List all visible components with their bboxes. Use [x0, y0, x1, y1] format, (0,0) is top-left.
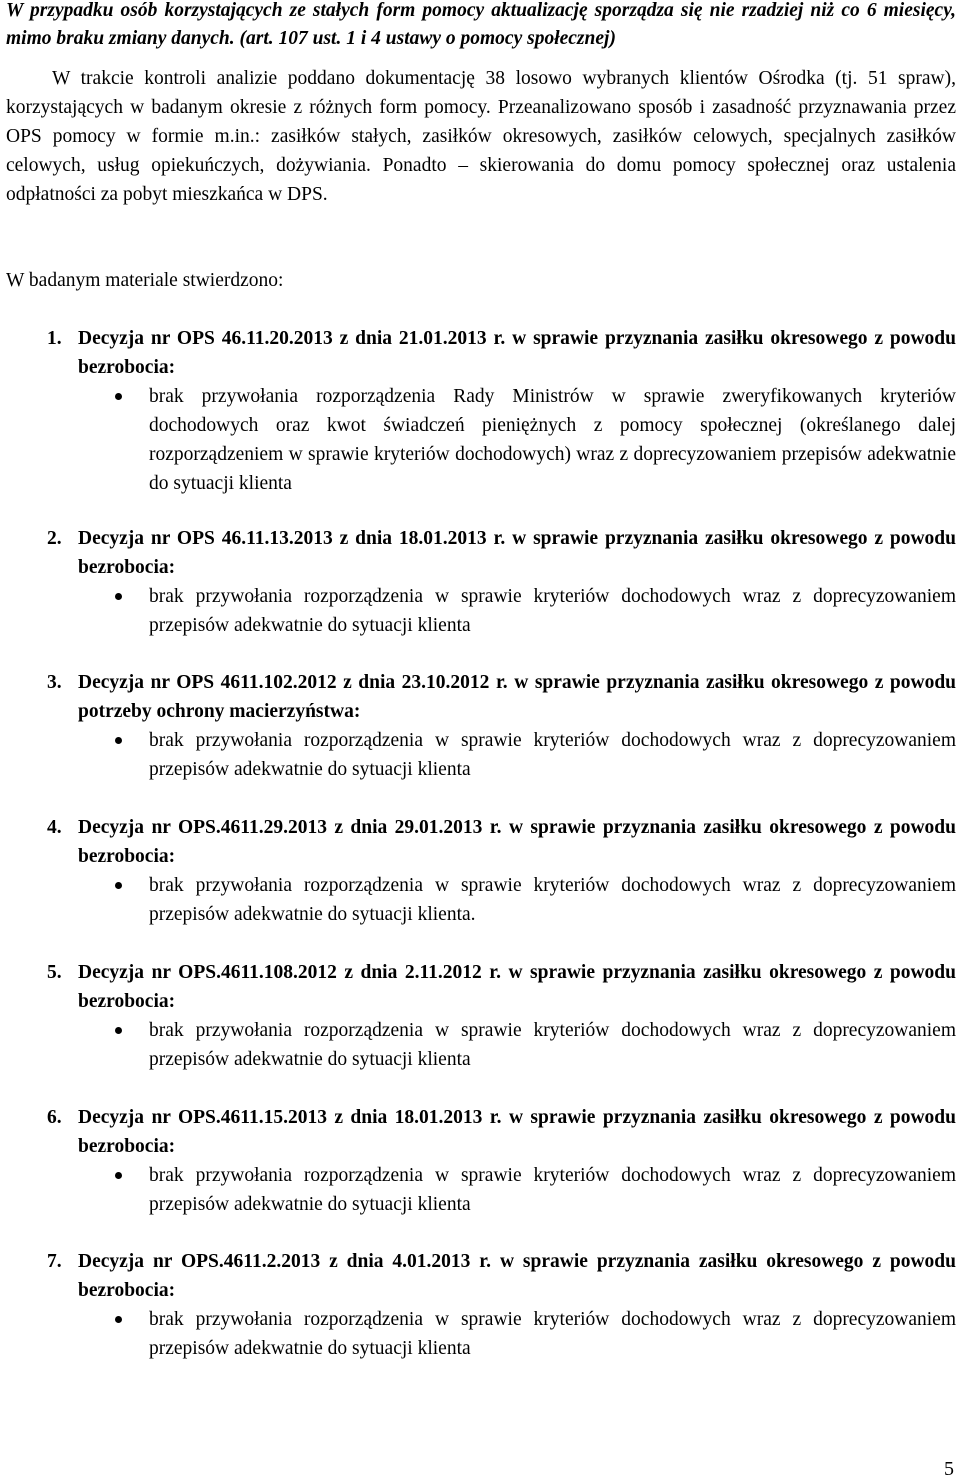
- decision-subject: w sprawie przyznania zasiłku okresowego z powodu bezrobocia:: [78, 328, 956, 378]
- finding-bullet: [149, 1305, 956, 1363]
- finding-text: brak przywołania rozporządzenia w sprawie kryteriów dochodowych wraz z doprecyzowaniem przepisów adekwatnie do sytuacji klienta.: [149, 875, 956, 925]
- decision-heading: [6, 1247, 956, 1305]
- decision-number: 2.: [47, 528, 62, 549]
- decision-item-7: [6, 1247, 956, 1363]
- decision-title: Decyzja nr OPS.4611.15.2013 z dnia 18.01.2013 r.: [78, 1107, 502, 1128]
- decision-number: 6.: [47, 1107, 62, 1128]
- finding-bullet: [149, 382, 956, 498]
- finding-text: brak przywołania rozporządzenia w sprawie kryteriów dochodowych wraz z doprecyzowaniem przepisów adekwatnie do sytuacji klienta: [149, 1165, 956, 1215]
- intro-note: W przypadku osób korzystających ze stałych form pomocy aktualizację sporządza się nie rzadziej niż co 6 miesięcy, mimo braku zmiany danych. (art. 107 ust. 1 i 4 ustawy o pomocy społecznej): [6, 0, 956, 49]
- page-number: 5: [944, 1458, 954, 1480]
- decision-heading: [6, 324, 956, 382]
- decision-number: 4.: [47, 817, 62, 838]
- finding-bullet: [149, 726, 956, 784]
- decision-number: 3.: [47, 672, 62, 693]
- decision-heading: [6, 813, 956, 871]
- decision-title: Decyzja nr OPS 4611.102.2012 z dnia 23.10.2012 r.: [78, 672, 508, 693]
- decision-heading: [6, 958, 956, 1016]
- decision-number: 7.: [47, 1251, 62, 1272]
- decision-subject: w sprawie przyznania zasiłku okresowego z powodu bezrobocia:: [78, 1251, 956, 1301]
- decision-number: 5.: [47, 962, 62, 983]
- bullet-icon: [115, 593, 122, 600]
- decision-title: Decyzja nr OPS.4611.108.2012 z dnia 2.11.2012 r.: [78, 962, 501, 983]
- bullet-icon: [115, 1027, 122, 1034]
- finding-bullet: [149, 582, 956, 640]
- decision-item-2: [6, 524, 956, 640]
- bullet-icon: [115, 393, 122, 400]
- decision-heading: [6, 1103, 956, 1161]
- decision-item-3: [6, 668, 956, 784]
- decision-item-6: [6, 1103, 956, 1219]
- decision-heading: [6, 524, 956, 582]
- decision-title: Decyzja nr OPS 46.11.13.2013 z dnia 18.01.2013 r.: [78, 528, 506, 549]
- decision-title: Decyzja nr OPS.4611.2.2013 z dnia 4.01.2013 r.: [78, 1251, 492, 1272]
- decision-item-4: [6, 813, 956, 929]
- decision-subject: w sprawie przyznania zasiłku okresowego z powodu bezrobocia:: [78, 528, 956, 578]
- decision-title: Decyzja nr OPS.4611.29.2013 z dnia 29.01.2013 r.: [78, 817, 502, 838]
- finding-bullet: [149, 1161, 956, 1219]
- finding-text: brak przywołania rozporządzenia w sprawie kryteriów dochodowych wraz z doprecyzowaniem przepisów adekwatnie do sytuacji klienta: [149, 1309, 956, 1359]
- finding-text: brak przywołania rozporządzenia Rady Ministrów w sprawie zweryfikowanych kryteriów dochodowych oraz kwot świadczeń pieniężnych z pomocy społecznej (określanego dalej rozporządzeniem w sprawie kryteriów dochodowych) wraz z doprecyzowaniem przepisów adekwatnie do sytuacji klienta: [149, 386, 956, 494]
- decision-subject: w sprawie przyznania zasiłku okresowego z powodu bezrobocia:: [78, 817, 956, 867]
- finding-bullet: [149, 871, 956, 929]
- finding-text: brak przywołania rozporządzenia w sprawie kryteriów dochodowych wraz z doprecyzowaniem przepisów adekwatnie do sytuacji klienta: [149, 586, 956, 636]
- bullet-icon: [115, 882, 122, 889]
- finding-text: brak przywołania rozporządzenia w sprawie kryteriów dochodowych wraz z doprecyzowaniem przepisów adekwatnie do sytuacji klienta: [149, 1020, 956, 1070]
- findings-header: W badanym materiale stwierdzono:: [6, 270, 284, 291]
- decision-subject: w sprawie przyznania zasiłku okresowego z powodu potrzeby ochrony macierzyństwa:: [78, 672, 957, 722]
- decision-title: Decyzja nr OPS 46.11.20.2013 z dnia 21.01.2013 r.: [78, 328, 506, 349]
- decision-subject: w sprawie przyznania zasiłku okresowego z powodu bezrobocia:: [78, 1107, 956, 1157]
- bullet-icon: [115, 1172, 122, 1179]
- bullet-icon: [115, 1316, 122, 1323]
- bullet-icon: [115, 737, 122, 744]
- decision-number: 1.: [47, 328, 62, 349]
- body-paragraph: W trakcie kontroli analizie poddano dokumentację 38 losowo wybranych klientów Ośrodka (tj. 51 spraw), korzystających w badanym okresie z różnych form pomocy. Przeanalizowano sposób i zasadność przyznawania przez OPS pomocy w formie m.in.: zasiłków stałych, zasiłków okresowych, zasiłków celowych, specjalnych zasiłków celowych, usług opiekuńczych, dożywiania. Ponadto – skierowania do domu pomocy społecznej oraz ustalenia odpłatności za pobyt mieszkańca w DPS.: [6, 68, 956, 205]
- decision-subject: w sprawie przyznania zasiłku okresowego z powodu bezrobocia:: [78, 962, 956, 1012]
- decision-item-1: [6, 324, 956, 498]
- finding-text: brak przywołania rozporządzenia w sprawie kryteriów dochodowych wraz z doprecyzowaniem przepisów adekwatnie do sytuacji klienta: [149, 730, 956, 780]
- decision-item-5: [6, 958, 956, 1074]
- finding-bullet: [149, 1016, 956, 1074]
- decision-heading: [6, 668, 956, 726]
